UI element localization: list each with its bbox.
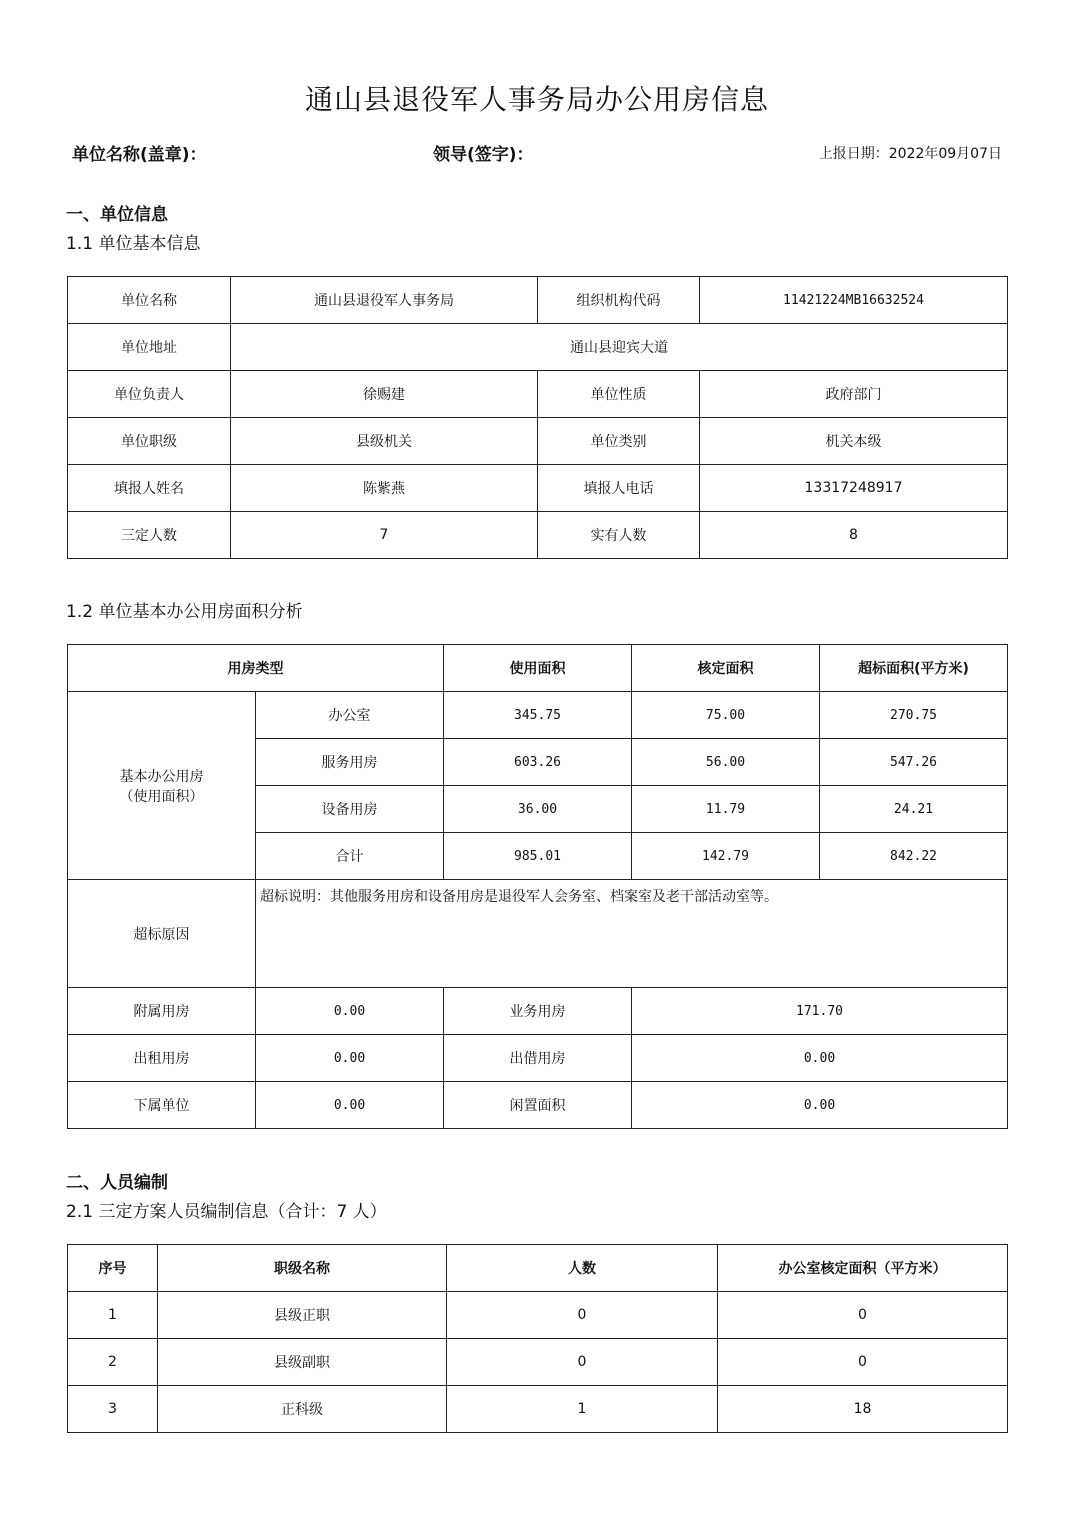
cell-label: 闲置面积 [444,1082,632,1129]
row-number: 1 [68,1292,158,1339]
cell-value: 11421224MB16632524 [700,277,1008,324]
group-label [68,692,256,880]
table-row [68,418,1008,465]
rank-name: 正科级 [158,1386,447,1433]
reason-text: 超标说明：其他服务用房和设备用房是退役军人会务室、档案室及老干部活动室等。 [256,880,1008,988]
office-approved-area: 18 [718,1386,1008,1433]
table-row [68,1292,1008,1339]
cell-label: 单位地址 [68,324,231,371]
cell-value: 0.00 [256,988,444,1035]
table-row [68,512,1008,559]
room-type: 办公室 [256,692,444,739]
used-area: 345.75 [444,692,632,739]
column-header: 序号 [68,1245,158,1292]
row-number: 3 [68,1386,158,1433]
approved-area: 11.79 [632,786,820,833]
cell-label: 实有人数 [538,512,700,559]
used-area: 985.01 [444,833,632,880]
table-row [68,1082,1008,1129]
approved-area: 75.00 [632,692,820,739]
cell-value: 政府部门 [700,371,1008,418]
basic-info-table [67,276,1008,559]
table-row [68,1386,1008,1433]
area-analysis-table [67,644,1008,1129]
approved-area: 142.79 [632,833,820,880]
row-number: 2 [68,1339,158,1386]
table-row [68,324,1008,371]
report-date: 上报日期：2022年09月07日 [818,146,1002,162]
reason-label: 超标原因 [68,880,256,988]
office-approved-area: 0 [718,1292,1008,1339]
cell-value: 7 [231,512,538,559]
excess-area: 24.21 [820,786,1008,833]
cell-label: 单位负责人 [68,371,231,418]
cell-label: 业务用房 [444,988,632,1035]
office-approved-area: 0 [718,1339,1008,1386]
table-header-row [68,645,1008,692]
group-label-line2: （使用面积） [119,788,204,805]
table-row [68,465,1008,512]
cell-value: 8 [700,512,1008,559]
column-header: 办公室核定面积（平方米） [718,1245,1008,1292]
cell-label: 附属用房 [68,988,256,1035]
staffing-table [67,1244,1008,1433]
section1-2-heading: 1.2 单位基本办公用房面积分析 [66,602,303,622]
cell-label: 三定人数 [68,512,231,559]
unit-name-label: 单位名称(盖章)： [72,145,207,165]
section1-heading: 一、单位信息 [66,205,168,225]
cell-label: 单位类别 [538,418,700,465]
cell-value: 0.00 [256,1082,444,1129]
column-header: 使用面积 [444,645,632,692]
cell-value: 机关本级 [700,418,1008,465]
excess-area: 547.26 [820,739,1008,786]
cell-label: 单位名称 [68,277,231,324]
cell-label: 下属单位 [68,1082,256,1129]
table-row [68,988,1008,1035]
headcount: 1 [447,1386,718,1433]
cell-value: 县级机关 [231,418,538,465]
cell-value: 171.70 [632,988,1008,1035]
table-row [68,371,1008,418]
group-label-line1: 基本办公用房 [119,768,204,785]
column-header: 用房类型 [68,645,444,692]
column-header: 核定面积 [632,645,820,692]
room-type: 合计 [256,833,444,880]
cell-value: 陈紫燕 [231,465,538,512]
table-row [68,1035,1008,1082]
cell-label: 组织机构代码 [538,277,700,324]
cell-label: 填报人电话 [538,465,700,512]
rank-name: 县级副职 [158,1339,447,1386]
cell-value: 0.00 [256,1035,444,1082]
cell-label: 单位职级 [68,418,231,465]
table-row [68,692,1008,739]
cell-label: 出租用房 [68,1035,256,1082]
table-header-row [68,1245,1008,1292]
cell-value: 徐赐建 [231,371,538,418]
room-type: 设备用房 [256,786,444,833]
section1-1-heading: 1.1 单位基本信息 [66,234,201,254]
rank-name: 县级正职 [158,1292,447,1339]
cell-value: 通山县退役军人事务局 [231,277,538,324]
column-header: 人数 [447,1245,718,1292]
cell-value: 0.00 [632,1082,1008,1129]
cell-value: 通山县迎宾大道 [231,324,1008,371]
column-header: 职级名称 [158,1245,447,1292]
cell-value: 13317248917 [700,465,1008,512]
approved-area: 56.00 [632,739,820,786]
table-row [68,880,1008,988]
headcount: 0 [447,1292,718,1339]
cell-value: 0.00 [632,1035,1008,1082]
headcount: 0 [447,1339,718,1386]
cell-label: 填报人姓名 [68,465,231,512]
excess-area: 842.22 [820,833,1008,880]
cell-label: 单位性质 [538,371,700,418]
page-title: 通山县退役军人事务局办公用房信息 [304,83,769,116]
section2-heading: 二、人员编制 [66,1173,168,1193]
table-row [68,1339,1008,1386]
leader-signature-label: 领导(签字)： [433,145,534,165]
cell-label: 出借用房 [444,1035,632,1082]
used-area: 36.00 [444,786,632,833]
section2-1-heading: 2.1 三定方案人员编制信息（合计：7 人） [66,1202,387,1222]
table-row [68,277,1008,324]
used-area: 603.26 [444,739,632,786]
column-header: 超标面积(平方米) [820,645,1008,692]
room-type: 服务用房 [256,739,444,786]
excess-area: 270.75 [820,692,1008,739]
